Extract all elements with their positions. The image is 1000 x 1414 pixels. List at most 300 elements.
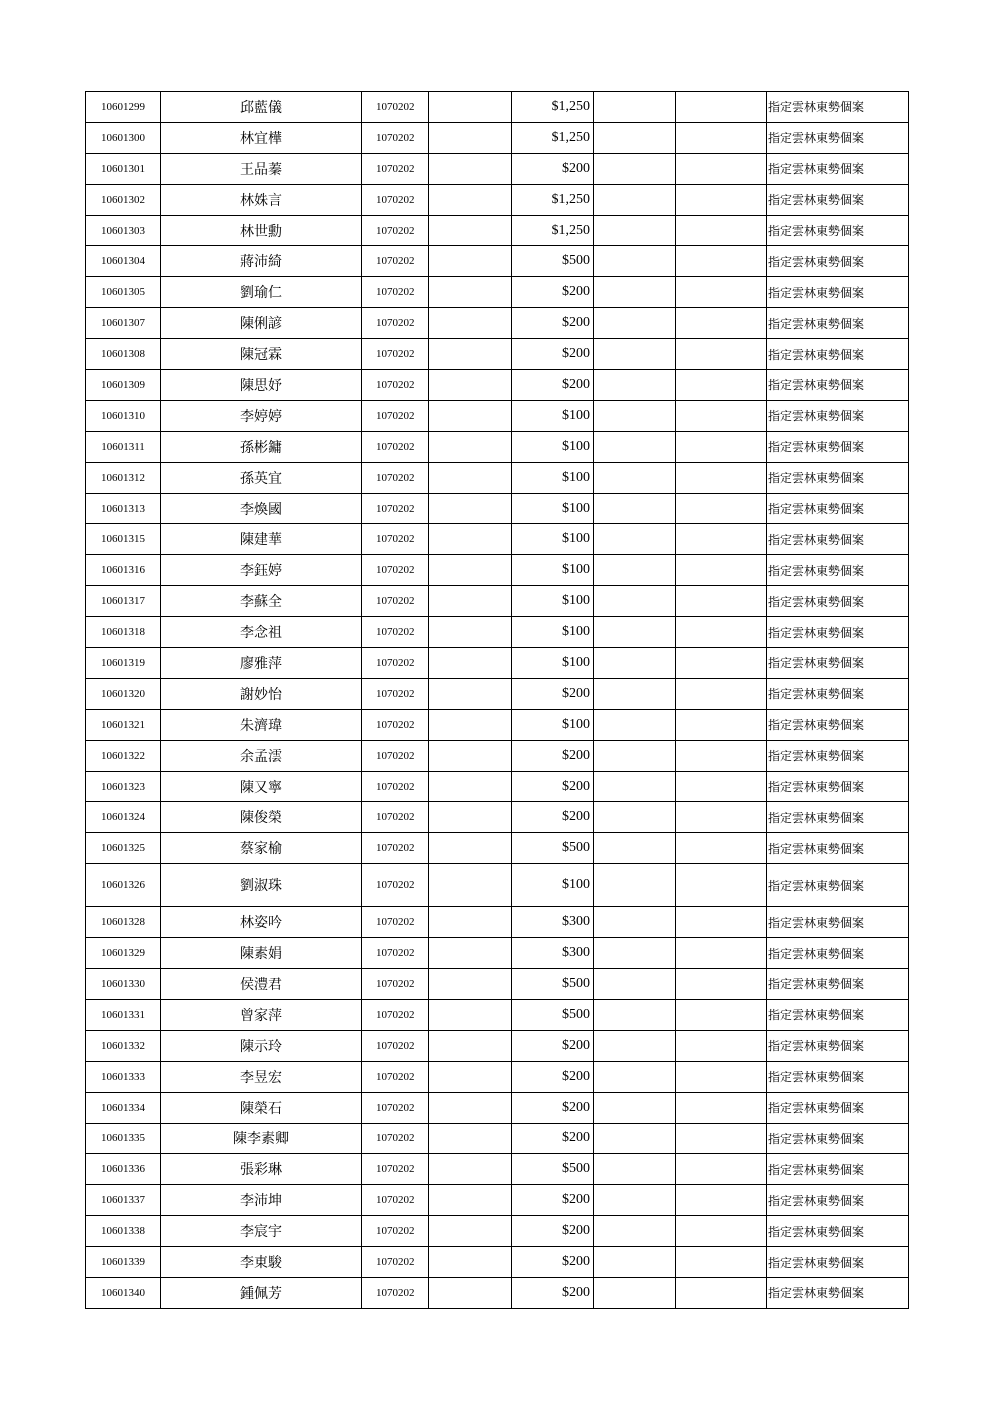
- blank-cell: [594, 833, 676, 864]
- note-cell: 指定雲林東勢個案: [767, 709, 909, 740]
- donor-name-cell: 陳俐諺: [161, 308, 362, 339]
- blank-cell: [676, 864, 767, 907]
- note-cell: 指定雲林東勢個案: [767, 431, 909, 462]
- note-cell: 指定雲林東勢個案: [767, 648, 909, 679]
- receipt-number-cell: 10601315: [86, 524, 161, 555]
- date-cell: 1070202: [362, 431, 429, 462]
- blank-cell: [676, 1277, 767, 1308]
- donor-name-cell: 邱藍儀: [161, 92, 362, 123]
- amount-cell: $200: [512, 308, 594, 339]
- note-cell: 指定雲林東勢個案: [767, 969, 909, 1000]
- receipt-number-cell: 10601312: [86, 462, 161, 493]
- note-cell: 指定雲林東勢個案: [767, 802, 909, 833]
- receipt-number-cell: 10601337: [86, 1185, 161, 1216]
- date-cell: 1070202: [362, 308, 429, 339]
- blank-cell: [594, 1185, 676, 1216]
- blank-cell: [676, 648, 767, 679]
- blank-cell: [594, 771, 676, 802]
- amount-cell: $100: [512, 462, 594, 493]
- note-cell: 指定雲林東勢個案: [767, 999, 909, 1030]
- blank-cell: [429, 1154, 512, 1185]
- blank-cell: [429, 617, 512, 648]
- amount-cell: $200: [512, 153, 594, 184]
- receipt-number-cell: 10601339: [86, 1247, 161, 1278]
- blank-cell: [429, 1185, 512, 1216]
- amount-cell: $1,250: [512, 184, 594, 215]
- table-row: [86, 153, 909, 184]
- receipt-number-cell: 10601333: [86, 1061, 161, 1092]
- receipt-number-cell: 10601300: [86, 122, 161, 153]
- date-cell: 1070202: [362, 184, 429, 215]
- donor-name-cell: 孫英宜: [161, 462, 362, 493]
- blank-cell: [429, 1216, 512, 1247]
- table-row: [86, 493, 909, 524]
- note-cell: 指定雲林東勢個案: [767, 1123, 909, 1154]
- blank-cell: [676, 370, 767, 401]
- blank-cell: [594, 370, 676, 401]
- amount-cell: $500: [512, 833, 594, 864]
- date-cell: 1070202: [362, 586, 429, 617]
- receipt-number-cell: 10601313: [86, 493, 161, 524]
- receipt-number-cell: 10601311: [86, 431, 161, 462]
- blank-cell: [594, 92, 676, 123]
- amount-cell: $300: [512, 907, 594, 938]
- blank-cell: [429, 1030, 512, 1061]
- table-row: [86, 400, 909, 431]
- amount-cell: $200: [512, 1030, 594, 1061]
- receipt-number-cell: 10601308: [86, 339, 161, 370]
- receipt-number-cell: 10601304: [86, 246, 161, 277]
- date-cell: 1070202: [362, 709, 429, 740]
- table-row: [86, 555, 909, 586]
- amount-cell: $200: [512, 1092, 594, 1123]
- date-cell: 1070202: [362, 1061, 429, 1092]
- blank-cell: [594, 648, 676, 679]
- table-row: [86, 709, 909, 740]
- blank-cell: [429, 277, 512, 308]
- blank-cell: [676, 999, 767, 1030]
- blank-cell: [429, 339, 512, 370]
- amount-cell: $1,250: [512, 122, 594, 153]
- note-cell: 指定雲林東勢個案: [767, 586, 909, 617]
- receipt-number-cell: 10601325: [86, 833, 161, 864]
- amount-cell: $200: [512, 1061, 594, 1092]
- blank-cell: [676, 1092, 767, 1123]
- blank-cell: [594, 1277, 676, 1308]
- blank-cell: [594, 617, 676, 648]
- table-row: [86, 938, 909, 969]
- donor-name-cell: 李宸宇: [161, 1216, 362, 1247]
- blank-cell: [594, 555, 676, 586]
- amount-cell: $500: [512, 969, 594, 1000]
- amount-cell: $100: [512, 648, 594, 679]
- blank-cell: [429, 153, 512, 184]
- amount-cell: $300: [512, 938, 594, 969]
- donor-name-cell: 林姝言: [161, 184, 362, 215]
- donor-name-cell: 李婷婷: [161, 400, 362, 431]
- blank-cell: [676, 709, 767, 740]
- donor-name-cell: 李煥國: [161, 493, 362, 524]
- donor-name-cell: 陳又寧: [161, 771, 362, 802]
- donor-name-cell: 李念祖: [161, 617, 362, 648]
- blank-cell: [429, 92, 512, 123]
- amount-cell: $100: [512, 431, 594, 462]
- date-cell: 1070202: [362, 938, 429, 969]
- note-cell: 指定雲林東勢個案: [767, 184, 909, 215]
- receipt-number-cell: 10601302: [86, 184, 161, 215]
- blank-cell: [594, 1216, 676, 1247]
- blank-cell: [676, 400, 767, 431]
- note-cell: 指定雲林東勢個案: [767, 153, 909, 184]
- blank-cell: [676, 771, 767, 802]
- receipt-number-cell: 10601307: [86, 308, 161, 339]
- date-cell: 1070202: [362, 771, 429, 802]
- blank-cell: [429, 740, 512, 771]
- receipt-number-cell: 10601336: [86, 1154, 161, 1185]
- receipt-number-cell: 10601322: [86, 740, 161, 771]
- receipt-number-cell: 10601323: [86, 771, 161, 802]
- receipt-number-cell: 10601310: [86, 400, 161, 431]
- blank-cell: [594, 1154, 676, 1185]
- blank-cell: [429, 370, 512, 401]
- blank-cell: [429, 400, 512, 431]
- blank-cell: [429, 709, 512, 740]
- date-cell: 1070202: [362, 1123, 429, 1154]
- donor-name-cell: 蔡家榆: [161, 833, 362, 864]
- table-body: [86, 92, 909, 1309]
- amount-cell: $100: [512, 493, 594, 524]
- note-cell: 指定雲林東勢個案: [767, 462, 909, 493]
- blank-cell: [429, 802, 512, 833]
- receipt-number-cell: 10601320: [86, 678, 161, 709]
- date-cell: 1070202: [362, 555, 429, 586]
- blank-cell: [594, 524, 676, 555]
- receipt-number-cell: 10601340: [86, 1277, 161, 1308]
- table-row: [86, 771, 909, 802]
- table-row: [86, 431, 909, 462]
- blank-cell: [676, 92, 767, 123]
- amount-cell: $200: [512, 1247, 594, 1278]
- amount-cell: $1,250: [512, 92, 594, 123]
- blank-cell: [429, 555, 512, 586]
- blank-cell: [676, 969, 767, 1000]
- amount-cell: $200: [512, 1185, 594, 1216]
- blank-cell: [594, 122, 676, 153]
- receipt-number-cell: 10601318: [86, 617, 161, 648]
- table-row: [86, 907, 909, 938]
- amount-cell: $200: [512, 1277, 594, 1308]
- blank-cell: [676, 1030, 767, 1061]
- note-cell: 指定雲林東勢個案: [767, 555, 909, 586]
- receipt-number-cell: 10601303: [86, 215, 161, 246]
- donor-name-cell: 陳冠霖: [161, 339, 362, 370]
- note-cell: 指定雲林東勢個案: [767, 215, 909, 246]
- note-cell: 指定雲林東勢個案: [767, 92, 909, 123]
- table-row: [86, 1154, 909, 1185]
- date-cell: 1070202: [362, 678, 429, 709]
- date-cell: 1070202: [362, 493, 429, 524]
- donor-name-cell: 陳建華: [161, 524, 362, 555]
- date-cell: 1070202: [362, 277, 429, 308]
- table-row: [86, 92, 909, 123]
- note-cell: 指定雲林東勢個案: [767, 1247, 909, 1278]
- blank-cell: [594, 907, 676, 938]
- blank-cell: [676, 802, 767, 833]
- note-cell: 指定雲林東勢個案: [767, 1030, 909, 1061]
- date-cell: 1070202: [362, 400, 429, 431]
- donor-name-cell: 劉淑珠: [161, 864, 362, 907]
- date-cell: 1070202: [362, 969, 429, 1000]
- blank-cell: [676, 1185, 767, 1216]
- date-cell: 1070202: [362, 802, 429, 833]
- note-cell: 指定雲林東勢個案: [767, 1277, 909, 1308]
- receipt-number-cell: 10601328: [86, 907, 161, 938]
- blank-cell: [676, 617, 767, 648]
- note-cell: 指定雲林東勢個案: [767, 907, 909, 938]
- blank-cell: [594, 1061, 676, 1092]
- date-cell: 1070202: [362, 524, 429, 555]
- amount-cell: $100: [512, 586, 594, 617]
- amount-cell: $100: [512, 864, 594, 907]
- table-row: [86, 648, 909, 679]
- blank-cell: [429, 586, 512, 617]
- date-cell: 1070202: [362, 1154, 429, 1185]
- note-cell: 指定雲林東勢個案: [767, 740, 909, 771]
- blank-cell: [676, 493, 767, 524]
- blank-cell: [676, 740, 767, 771]
- blank-cell: [676, 1216, 767, 1247]
- amount-cell: $200: [512, 277, 594, 308]
- blank-cell: [429, 184, 512, 215]
- amount-cell: $100: [512, 400, 594, 431]
- blank-cell: [594, 709, 676, 740]
- blank-cell: [429, 493, 512, 524]
- date-cell: 1070202: [362, 92, 429, 123]
- table-row: [86, 1216, 909, 1247]
- note-cell: 指定雲林東勢個案: [767, 524, 909, 555]
- blank-cell: [594, 1092, 676, 1123]
- donor-name-cell: 林宜樺: [161, 122, 362, 153]
- note-cell: 指定雲林東勢個案: [767, 370, 909, 401]
- donor-name-cell: 李昱宏: [161, 1061, 362, 1092]
- date-cell: 1070202: [362, 864, 429, 907]
- receipt-number-cell: 10601301: [86, 153, 161, 184]
- amount-cell: $200: [512, 771, 594, 802]
- receipt-number-cell: 10601309: [86, 370, 161, 401]
- donor-name-cell: 陳思妤: [161, 370, 362, 401]
- donor-name-cell: 劉瑜仁: [161, 277, 362, 308]
- receipt-number-cell: 10601326: [86, 864, 161, 907]
- donor-name-cell: 李鈺婷: [161, 555, 362, 586]
- amount-cell: $200: [512, 678, 594, 709]
- blank-cell: [676, 122, 767, 153]
- amount-cell: $100: [512, 709, 594, 740]
- blank-cell: [429, 308, 512, 339]
- amount-cell: $1,250: [512, 215, 594, 246]
- table-row: [86, 617, 909, 648]
- date-cell: 1070202: [362, 833, 429, 864]
- table-row: [86, 122, 909, 153]
- table-row: [86, 184, 909, 215]
- blank-cell: [429, 462, 512, 493]
- date-cell: 1070202: [362, 1277, 429, 1308]
- date-cell: 1070202: [362, 617, 429, 648]
- receipt-number-cell: 10601330: [86, 969, 161, 1000]
- donor-name-cell: 陳李素卿: [161, 1123, 362, 1154]
- blank-cell: [429, 969, 512, 1000]
- donor-name-cell: 朱濟瑋: [161, 709, 362, 740]
- blank-cell: [594, 339, 676, 370]
- amount-cell: $100: [512, 617, 594, 648]
- note-cell: 指定雲林東勢個案: [767, 308, 909, 339]
- blank-cell: [594, 462, 676, 493]
- table-row: [86, 586, 909, 617]
- blank-cell: [429, 524, 512, 555]
- blank-cell: [429, 1061, 512, 1092]
- table-row: [86, 1030, 909, 1061]
- date-cell: 1070202: [362, 370, 429, 401]
- donor-name-cell: 余孟澐: [161, 740, 362, 771]
- note-cell: 指定雲林東勢個案: [767, 938, 909, 969]
- blank-cell: [594, 400, 676, 431]
- date-cell: 1070202: [362, 215, 429, 246]
- note-cell: 指定雲林東勢個案: [767, 493, 909, 524]
- amount-cell: $200: [512, 370, 594, 401]
- receipt-number-cell: 10601316: [86, 555, 161, 586]
- donor-name-cell: 陳示玲: [161, 1030, 362, 1061]
- table-row: [86, 308, 909, 339]
- blank-cell: [594, 1247, 676, 1278]
- donor-name-cell: 侯澧君: [161, 969, 362, 1000]
- table-row: [86, 969, 909, 1000]
- table-row: [86, 1247, 909, 1278]
- receipt-number-cell: 10601317: [86, 586, 161, 617]
- date-cell: 1070202: [362, 999, 429, 1030]
- donor-name-cell: 李蘇全: [161, 586, 362, 617]
- donor-name-cell: 陳俊榮: [161, 802, 362, 833]
- donor-name-cell: 謝妙怡: [161, 678, 362, 709]
- blank-cell: [594, 308, 676, 339]
- receipt-number-cell: 10601299: [86, 92, 161, 123]
- note-cell: 指定雲林東勢個案: [767, 1216, 909, 1247]
- receipt-number-cell: 10601332: [86, 1030, 161, 1061]
- amount-cell: $500: [512, 246, 594, 277]
- date-cell: 1070202: [362, 1092, 429, 1123]
- donor-name-cell: 林世勳: [161, 215, 362, 246]
- table-row: [86, 802, 909, 833]
- amount-cell: $200: [512, 740, 594, 771]
- blank-cell: [676, 339, 767, 370]
- table-row: [86, 999, 909, 1030]
- blank-cell: [594, 740, 676, 771]
- amount-cell: $100: [512, 555, 594, 586]
- blank-cell: [676, 1154, 767, 1185]
- blank-cell: [429, 1277, 512, 1308]
- table-row: [86, 215, 909, 246]
- blank-cell: [429, 833, 512, 864]
- note-cell: 指定雲林東勢個案: [767, 864, 909, 907]
- note-cell: 指定雲林東勢個案: [767, 1092, 909, 1123]
- blank-cell: [429, 907, 512, 938]
- date-cell: 1070202: [362, 1247, 429, 1278]
- blank-cell: [676, 586, 767, 617]
- blank-cell: [594, 999, 676, 1030]
- blank-cell: [429, 122, 512, 153]
- note-cell: 指定雲林東勢個案: [767, 400, 909, 431]
- blank-cell: [429, 864, 512, 907]
- note-cell: 指定雲林東勢個案: [767, 246, 909, 277]
- blank-cell: [676, 308, 767, 339]
- date-cell: 1070202: [362, 907, 429, 938]
- date-cell: 1070202: [362, 153, 429, 184]
- blank-cell: [429, 1092, 512, 1123]
- blank-cell: [676, 907, 767, 938]
- table-row: [86, 339, 909, 370]
- amount-cell: $500: [512, 1154, 594, 1185]
- donor-name-cell: 李東駿: [161, 1247, 362, 1278]
- table-row: [86, 1092, 909, 1123]
- blank-cell: [676, 1123, 767, 1154]
- table-row: [86, 833, 909, 864]
- blank-cell: [594, 1123, 676, 1154]
- donor-name-cell: 李沛坤: [161, 1185, 362, 1216]
- blank-cell: [676, 277, 767, 308]
- receipt-number-cell: 10601335: [86, 1123, 161, 1154]
- donor-name-cell: 曾家萍: [161, 999, 362, 1030]
- blank-cell: [429, 215, 512, 246]
- blank-cell: [594, 938, 676, 969]
- blank-cell: [676, 462, 767, 493]
- blank-cell: [676, 215, 767, 246]
- receipt-number-cell: 10601305: [86, 277, 161, 308]
- blank-cell: [594, 246, 676, 277]
- blank-cell: [676, 184, 767, 215]
- table-row: [86, 1123, 909, 1154]
- note-cell: 指定雲林東勢個案: [767, 1154, 909, 1185]
- blank-cell: [429, 999, 512, 1030]
- blank-cell: [594, 969, 676, 1000]
- blank-cell: [429, 1247, 512, 1278]
- receipt-number-cell: 10601329: [86, 938, 161, 969]
- blank-cell: [594, 153, 676, 184]
- blank-cell: [594, 493, 676, 524]
- blank-cell: [429, 1123, 512, 1154]
- amount-cell: $200: [512, 1216, 594, 1247]
- donor-name-cell: 蔣沛綺: [161, 246, 362, 277]
- blank-cell: [676, 246, 767, 277]
- blank-cell: [676, 555, 767, 586]
- table-row: [86, 740, 909, 771]
- date-cell: 1070202: [362, 1185, 429, 1216]
- date-cell: 1070202: [362, 1216, 429, 1247]
- donor-name-cell: 王品蓁: [161, 153, 362, 184]
- note-cell: 指定雲林東勢個案: [767, 277, 909, 308]
- donation-table: [85, 91, 909, 1309]
- amount-cell: $100: [512, 524, 594, 555]
- date-cell: 1070202: [362, 740, 429, 771]
- blank-cell: [594, 586, 676, 617]
- blank-cell: [594, 1030, 676, 1061]
- table-row: [86, 462, 909, 493]
- blank-cell: [429, 678, 512, 709]
- donor-name-cell: 廖雅萍: [161, 648, 362, 679]
- date-cell: 1070202: [362, 1030, 429, 1061]
- receipt-number-cell: 10601319: [86, 648, 161, 679]
- donor-name-cell: 鍾佩芳: [161, 1277, 362, 1308]
- receipt-number-cell: 10601334: [86, 1092, 161, 1123]
- amount-cell: $200: [512, 1123, 594, 1154]
- blank-cell: [594, 678, 676, 709]
